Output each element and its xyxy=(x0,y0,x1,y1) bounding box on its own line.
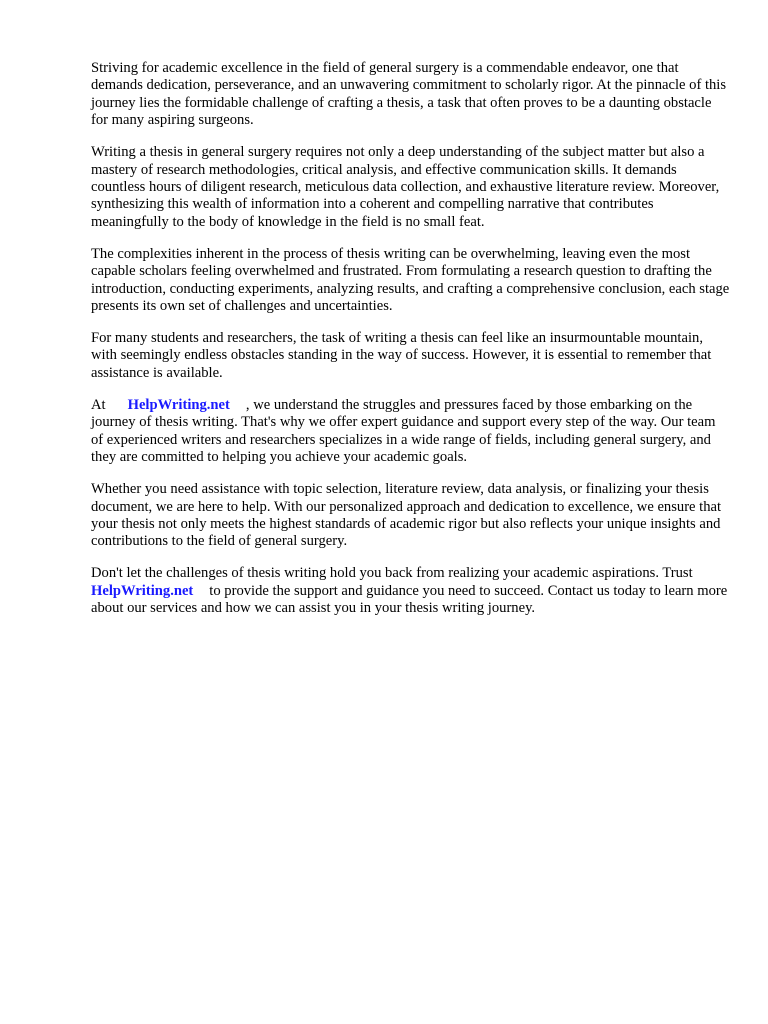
paragraph-helpwriting-body: , we understand the struggles and pressures faced by those embarking on the journey of thesis writing. That's why we offer expert guidance and support every step of the way. Our team of experienced writers and researchers specializes in a wide range of fields, including general surgery, and they are committed to helping you achieve your academic goals. xyxy=(91,396,716,466)
paragraph-requirements: Writing a thesis in general surgery requires not only a deep understanding of the subject matter but also a mastery of research methodologies, critical analysis, and effective communication skills. It demands countless hours of diligent research, meticulous data collection, and exhaustive literature review. Moreover, synthesizing this wealth of information into a coherent and compelling narrative that contributes meaningfully to the body of knowledge in the field is no small feat. xyxy=(91,144,720,230)
paragraph-closing-body: to provide the support and guidance you need to succeed. Contact us today to learn more about our services and how we can assist you in your thesis writing journey. xyxy=(91,582,728,617)
helpwriting-link[interactable]: HelpWriting.net xyxy=(127,396,230,413)
paragraph-helpwriting xyxy=(91,397,731,467)
helpwriting-link-closing[interactable]: HelpWriting.net xyxy=(91,582,194,599)
document-page xyxy=(91,60,731,632)
paragraph-intro: Striving for academic excellence in the field of general surgery is a commendable endeavor, one that demands dedication, perseverance, and an unwavering commitment to scholarly rigor. At the pinnacle of this journey lies the formidable challenge of crafting a thesis, a task that often proves to be a daunting obstacle for many aspiring surgeons. xyxy=(91,60,727,129)
paragraph-closing-lead: Don't let the challenges of thesis writing hold you back from realizing your academic aspirations. Trust xyxy=(91,565,693,582)
paragraph-obstacles: For many students and researchers, the task of writing a thesis can feel like an insurmountable mountain, with seemingly endless obstacles standing in the way of success. However, it is essential to remember that assistance is available. xyxy=(91,330,712,381)
paragraph-complexities: The complexities inherent in the process of thesis writing can be overwhelming, leaving even the most capable scholars feeling overwhelmed and frustrated. From formulating a research question to drafting the introduction, conducting experiments, analyzing results, and crafting a comprehensive conclusion, each stage presents its own set of challenges and uncertainties. xyxy=(91,245,730,315)
paragraph-assistance: Whether you need assistance with topic selection, literature review, data analysis, or finalizing your thesis document, we are here to help. With our personalized approach and dedication to excellence, we ensure that your thesis not only meets the highest standards of academic rigor but also reflects your unique insights and contributions to the field of general surgery. xyxy=(91,481,722,550)
paragraph-helpwriting-lead: At xyxy=(91,396,106,413)
paragraph-closing xyxy=(91,565,731,617)
